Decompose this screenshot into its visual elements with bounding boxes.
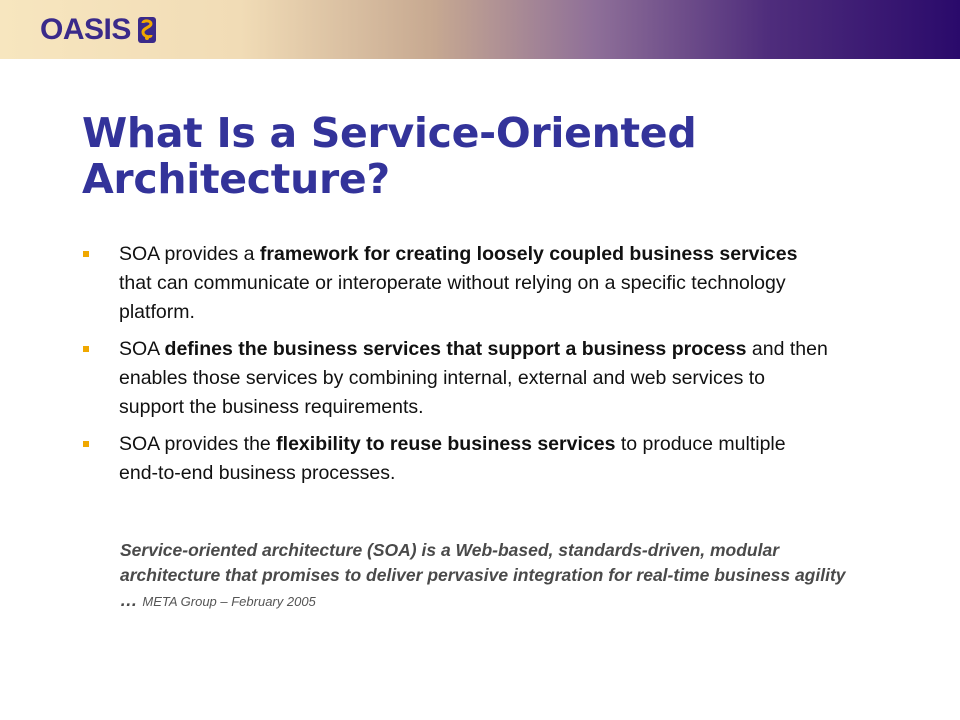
- bullet-item: [108, 335, 828, 422]
- oasis-logo[interactable]: [40, 12, 157, 48]
- bullet-text-part: to produce multiple end-to-end business processes.: [119, 433, 786, 484]
- bullet-text-part: and then enables those services by combining internal, external and web services to support the business requirements.: [119, 338, 828, 418]
- title-line-2: Architecture?: [82, 155, 390, 203]
- bullet-square-icon: [83, 251, 89, 257]
- bullet-list: [108, 240, 828, 496]
- bullet-item: [108, 430, 828, 488]
- quote-block: [120, 538, 850, 614]
- slide-title: [82, 110, 902, 202]
- bullet-text: [119, 433, 786, 484]
- bullet-text-bold: framework for creating loosely coupled business services: [259, 243, 798, 265]
- bullet-square-icon: [83, 441, 89, 447]
- bullet-square-icon: [83, 346, 89, 352]
- bullet-text-part: SOA: [119, 338, 165, 360]
- bullet-text-bold: defines the business services that support a business process: [164, 338, 747, 360]
- bullet-item: [108, 240, 828, 327]
- bullet-text-bold: flexibility to reuse business services: [276, 433, 616, 455]
- oasis-mark-icon: [137, 16, 157, 44]
- quote-text: Service-oriented architecture (SOA) is a Web-based, standards-driven, modular architecture that promises to deliver pervasive integration for real-time business agility …: [120, 540, 846, 610]
- quote-source: META Group – February 2005: [142, 594, 316, 609]
- title-line-1: What Is a Service-Oriented: [82, 109, 697, 157]
- bullet-text: [119, 338, 828, 418]
- logo-text: OASIS: [40, 13, 131, 46]
- bullet-text-part: SOA provides the: [119, 433, 277, 455]
- header-band: [0, 0, 960, 59]
- bullet-text-part: that can communicate or interoperate without relying on a specific technology platform.: [119, 272, 786, 323]
- bullet-text-part: SOA provides a: [119, 243, 260, 265]
- bullet-text: [119, 243, 797, 323]
